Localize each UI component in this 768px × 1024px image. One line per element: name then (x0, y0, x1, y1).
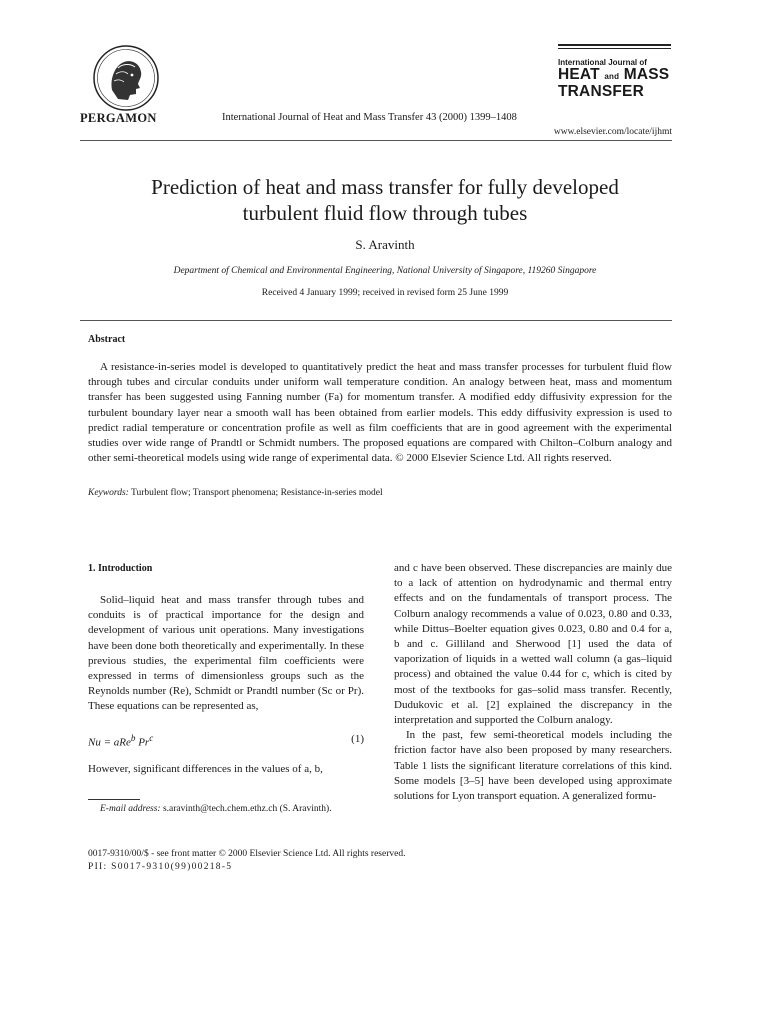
equation-number: (1) (351, 733, 364, 745)
keywords (88, 488, 383, 498)
journal-logo-rule (558, 44, 671, 46)
intro-right-paragraph-1: and c have been observed. These discrepancies are mainly due to a lack of attention on hydrodynamic and thermal entry effects and on the fundamentals of transport process. The Colburn analogy recommends a value of 0.023, 0.80 and 0.33, while Dittus–Boelter equation gives 0.023, 0.80 and 0.4 for a, b and c. Gilliland and Sherwood [1] used the data of vaporization of liquids in a wetted wall column (a gas–liquid process) and obtained the value 0.44 for c, which is cited by most of the textbooks for gas–solid mass transfer. Recently, Dudukovic et al. [2] explained the discrepancy in the interpretation and supported the Colburn analogy. (394, 562, 672, 727)
section-heading-introduction: 1. Introduction (88, 563, 153, 574)
article-title (80, 174, 690, 226)
page-footer (88, 848, 405, 874)
journal-logo-heat-mass (558, 67, 671, 84)
publisher-name: PERGAMON (80, 111, 157, 125)
intro-paragraph-1 (88, 593, 364, 715)
journal-logo-mass: MASS (623, 66, 670, 83)
abstract-divider (80, 320, 672, 321)
footnote-email: s.aravinth@tech.chem.ethz.ch (S. Aravinth). (160, 804, 332, 814)
footer-copyright: 0017-9310/00/$ - see front matter © 2000 Elsevier Science Ltd. All rights reserved. (88, 849, 406, 859)
journal-logo-heat: HEAT (558, 66, 600, 83)
journal-logo-and: and (604, 72, 620, 81)
journal-logo-line1: International Journal of (558, 58, 647, 67)
intro-paragraph-2-text: However, significant differences in the values of a, b, (88, 763, 323, 775)
equation-lhs: Nu = aRe (88, 736, 131, 749)
pergamon-logo (92, 44, 160, 112)
equation-exponent-b: b (130, 733, 136, 743)
keywords-label: Keywords: (88, 488, 129, 498)
footnote-rule (88, 799, 140, 800)
footnote (88, 803, 364, 816)
abstract-heading: Abstract (88, 334, 126, 345)
author-name: S. Aravinth (355, 237, 415, 252)
keywords-list: Turbulent flow; Transport phenomena; Resistance-in-series model (131, 488, 383, 498)
author-affiliation: Department of Chemical and Environmental Engineering, National University of Singapore, 119260 Singapore (173, 266, 597, 276)
abstract-text: A resistance-in-series model is developed to quantitatively predict the heat and mass transfer processes for turbulent fluid flow through tubes and circular conduits under uniform wall temperature condition. An analogy between heat, mass and momentum transfer has been suggested using Fanning number (Fa) for momentum transfer. A modified eddy diffusivity expression for the turbulent boundary layer near a smooth wall has been obtained from earlier models. This eddy diffusivity expression is used to predict radial temperature or concentration profile as well as film coefficients that are in good agreement with the experimental studies over wide range of Prandtl or Schmidt numbers. The proposed equations are compared with Chilton–Colburn analogy and other semi-theoretical models using wide range of experimental data. © 2000 Elsevier Science Ltd. All rights reserved. (88, 361, 672, 465)
title-line-2: turbulent fluid flow through tubes (242, 201, 528, 225)
journal-website[interactable]: www.elsevier.com/locate/ijhmt (553, 127, 672, 137)
received-dates: Received 4 January 1999; received in revised form 25 June 1999 (261, 288, 509, 298)
header-divider (80, 140, 672, 141)
journal-logo-transfer: TRANSFER (558, 83, 644, 100)
journal-logo (558, 44, 671, 99)
footer-pii: PII: S0017-9310(99)00218-5 (88, 862, 233, 872)
equation-1 (88, 733, 364, 749)
journal-logo-rule (558, 48, 671, 50)
equation-pr: Pr (135, 736, 150, 749)
intro-right-column (394, 561, 672, 804)
footnote-label: E-mail address: (100, 804, 161, 814)
intro-right-paragraph-2: In the past, few semi-theoretical models including the friction factor have also been proposed by many researchers. Table 1 lists the significant literature correlations of this kind. Some models [3–5] have been developed using approximate solutions for Lyon transport equation. A generalized formu- (394, 729, 672, 803)
intro-paragraph-2 (88, 762, 364, 777)
journal-citation: International Journal of Heat and Mass Transfer 43 (2000) 1399–1408 (222, 112, 517, 123)
equation-exponent-c: c (149, 733, 154, 743)
title-line-1: Prediction of heat and mass transfer for fully developed (151, 175, 619, 199)
intro-paragraph-1-text: Solid–liquid heat and mass transfer through tubes and conduits is of practical importance for the design and development of various unit operations. Many investigations have been done both theoretically and experimentally. In these previous studies, the experimental film coefficients were expressed in terms of dimensionless groups such as the Reynolds number (Re), Schmidt or Prandtl number (Sc or Pr). These equations can be represented as, (88, 594, 364, 713)
